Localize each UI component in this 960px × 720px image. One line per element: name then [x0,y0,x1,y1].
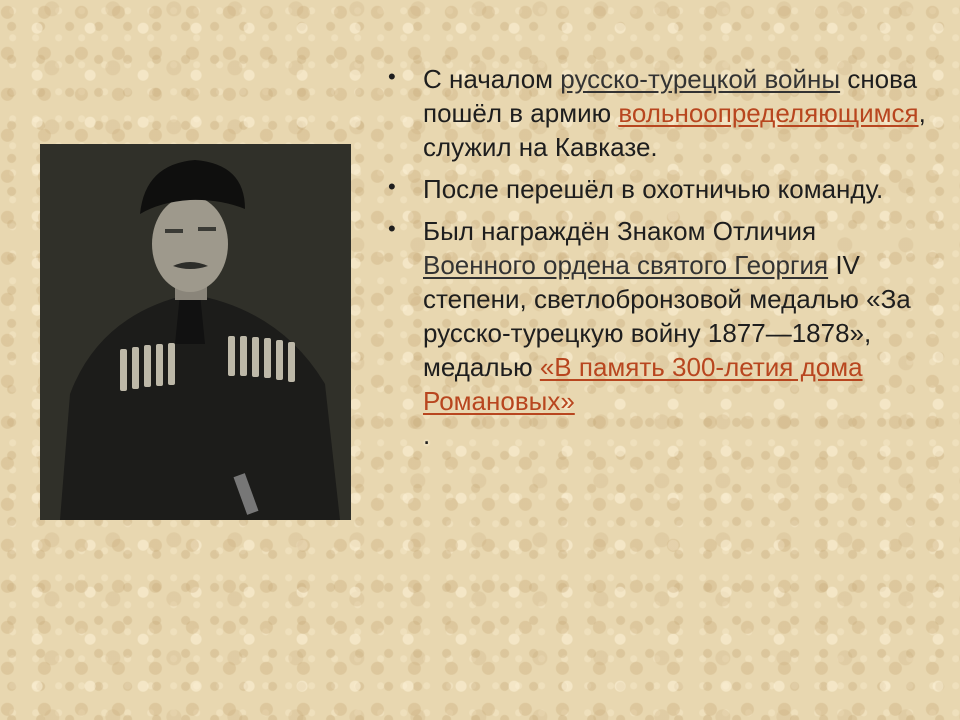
bullet-text: С началом [423,64,561,94]
bullet-text: IV степени, светлобронзовой медалью «За русско-турецкую войну 1877—1878», медалью [423,250,911,382]
bullet-war-service [384,62,929,164]
bullet-text: . [423,420,431,450]
bullet-hunting-team [384,172,929,206]
link-order-st-george[interactable]: Военного ордена святого Георгия [423,250,829,280]
bullet-text: снова пошёл в армию [423,64,918,128]
portrait-image [40,144,351,520]
bullet-text: После перешёл в охотничью команду. [423,174,884,204]
slide-text [384,62,929,460]
bullet-text: Был награждён Знаком Отличия [423,216,817,246]
link-volunteer[interactable]: вольноопределяющимся [618,98,919,128]
bullet-text: , служил на Кавказе. [423,98,926,162]
bullet-awards [384,214,929,452]
portrait-photo [40,144,351,520]
bullet-list [384,62,929,452]
link-romanov-medal[interactable]: «В память 300-летия дома Романовых» [423,352,863,416]
link-russo-turkish-war[interactable]: русско-турецкой войны [560,64,841,94]
